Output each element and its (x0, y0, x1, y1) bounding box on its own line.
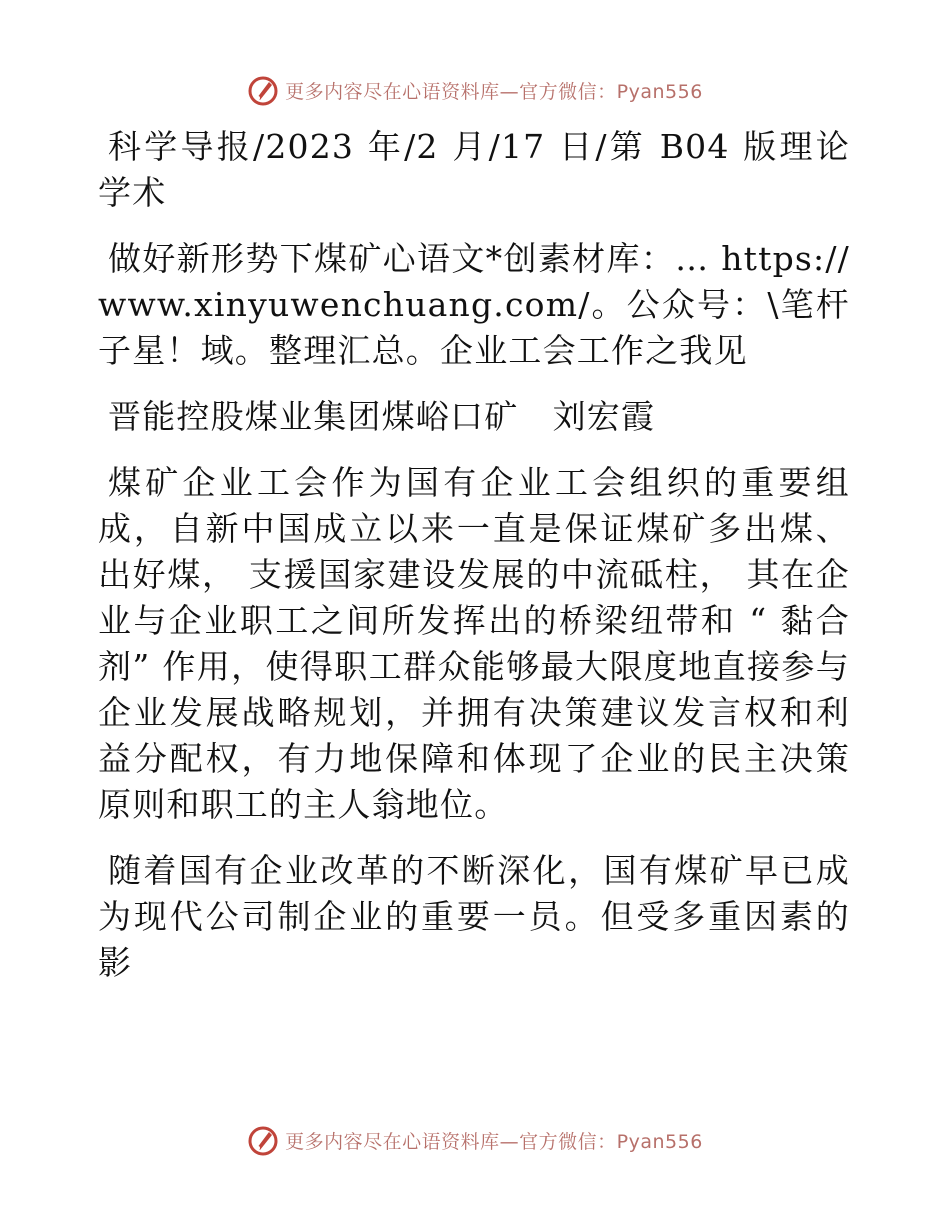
body-paragraph: 随着国有企业改革的不断深化，国有煤矿早已成为现代公司制企业的重要一员。但受多重因素的影 (98, 851, 850, 982)
watermark-banner-top (0, 70, 950, 110)
watermark-banner-bottom (0, 1120, 950, 1160)
document-title: 做好新形势下煤矿心语文*创素材库：… https://www.xinyuwenchuang.com/。公众号：\笔杆子星！域。整理汇总。企业工会工作之我见 (98, 239, 850, 370)
source-line: 科学导报/2023 年/2 月/17 日/第 B04 版理论学术 (98, 127, 850, 212)
watermark-text: 更多内容尽在心语资料库—官方微信：Pyan556 (285, 1130, 703, 1153)
pen-logo-icon (247, 74, 279, 106)
pen-logo-icon (247, 1124, 279, 1156)
author-line: 晋能控股煤业集团煤峪口矿 刘宏霞 (108, 397, 656, 436)
body-paragraph: 煤矿企业工会作为国有企业工会组织的重要组成，自新中国成立以来一直是保证煤矿多出煤、出好煤， 支援国家建设发展的中流砥柱， 其在企业与企业职工之间所发挥出的桥梁纽带和 “ 黏合剂” 作用，使得职工群众能够最大限度地直接参与企业发展战略规划，并拥有决策建议发言权和利益分配权，有力地保障和体现了企业的民主决策原则和职工的主人翁地位。 (98, 463, 850, 824)
watermark-text: 更多内容尽在心语资料库—官方微信：Pyan556 (285, 80, 703, 103)
document-body (98, 124, 850, 1006)
